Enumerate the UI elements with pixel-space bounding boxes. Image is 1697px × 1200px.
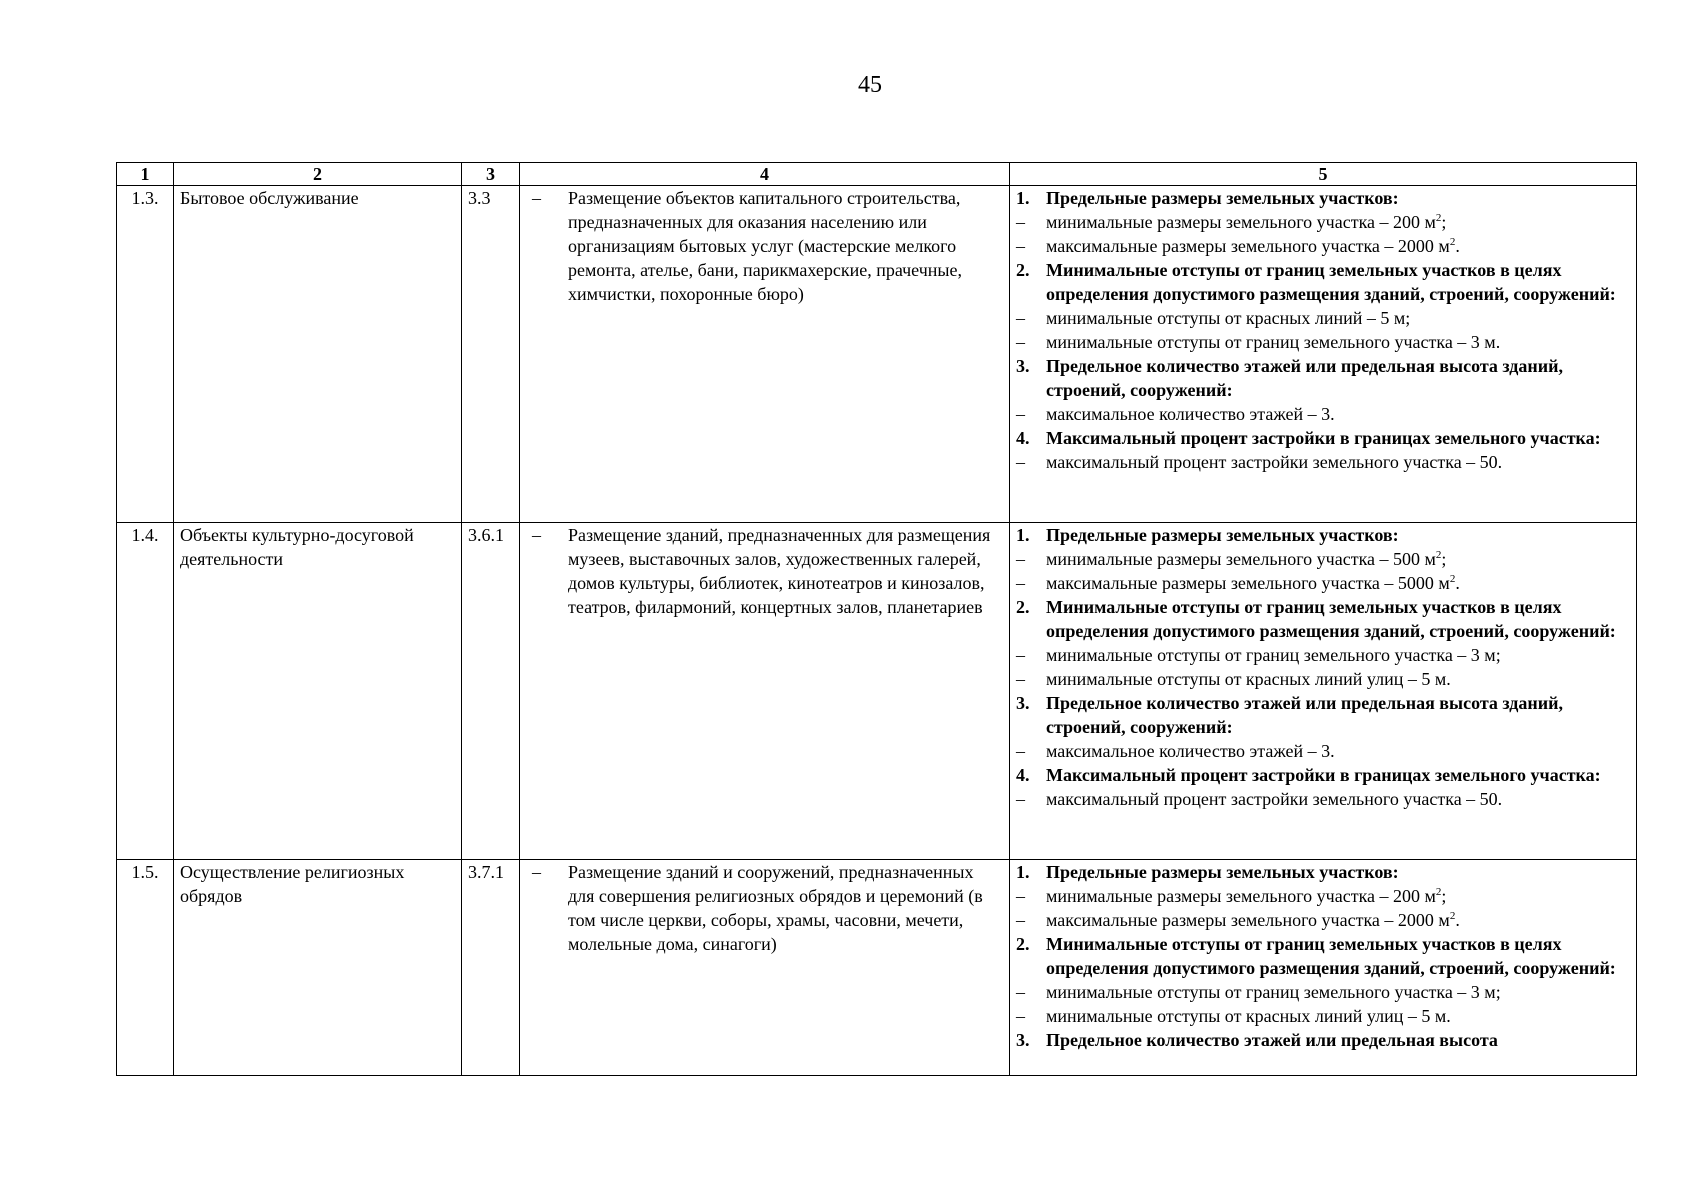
parameter-text: Максимальный процент застройки в границах земельного участка:	[1046, 765, 1601, 785]
parameter-text: минимальные размеры земельного участка – 500 м	[1046, 549, 1436, 569]
parameter-marker: 3.	[1016, 356, 1030, 376]
regulations-table	[116, 162, 1637, 1076]
parameter-text-wrap	[1046, 1028, 1630, 1052]
parameter-item	[1016, 306, 1630, 330]
parameter-tail: .	[1455, 910, 1460, 930]
use-name-cell	[174, 186, 462, 523]
parameter-tail: ;	[1441, 212, 1447, 232]
parameter-marker: 4.	[1016, 428, 1030, 448]
parameter-tail: .	[1455, 573, 1460, 593]
parameter-marker: –	[1016, 332, 1025, 352]
use-name-cell	[174, 523, 462, 860]
parameter-item	[1016, 739, 1630, 763]
parameter-marker: –	[1016, 308, 1025, 328]
parameter-heading	[1016, 354, 1630, 402]
superscript: 2	[1449, 236, 1456, 248]
description-dash: –	[532, 188, 541, 208]
parameter-marker: –	[1016, 452, 1025, 472]
row-number: 1.3.	[131, 188, 159, 208]
parameter-text: Минимальные отступы от границ земельных участков в целях определения допустимого размещения зданий, строений, сооружений:	[1046, 934, 1616, 978]
parameter-text: максимальные размеры земельного участка – 2000 м	[1046, 236, 1450, 256]
parameter-marker: –	[1016, 645, 1025, 665]
parameter-text: Предельное количество этажей или предельная высота	[1046, 1030, 1498, 1050]
parameter-text: максимальное количество этажей – 3.	[1046, 404, 1335, 424]
parameter-marker: –	[1016, 910, 1025, 930]
parameter-item	[1016, 667, 1630, 691]
use-code-cell	[462, 186, 520, 523]
row-number: 1.4.	[131, 525, 159, 545]
superscript: 2	[1435, 212, 1442, 224]
parameter-item	[1016, 450, 1630, 474]
parameter-heading	[1016, 691, 1630, 739]
description-block	[526, 523, 1003, 619]
row-number: 1.5.	[131, 862, 159, 882]
parameter-item	[1016, 884, 1630, 908]
parameter-heading	[1016, 932, 1630, 980]
parameter-text: Максимальный процент застройки в границах земельного участка:	[1046, 428, 1601, 448]
parameter-heading	[1016, 186, 1630, 210]
parameter-marker: 3.	[1016, 693, 1030, 713]
parameter-item	[1016, 980, 1630, 1004]
parameter-heading	[1016, 426, 1630, 450]
page-number: 45	[858, 72, 882, 98]
table-header-row	[117, 163, 1637, 186]
header-cell: 4	[520, 163, 1010, 186]
use-description-cell	[520, 523, 1010, 860]
parameter-marker: 3.	[1016, 1030, 1030, 1050]
parameter-item	[1016, 1004, 1630, 1028]
parameter-text-wrap	[1046, 450, 1630, 474]
parameter-marker: –	[1016, 404, 1025, 424]
parameters-cell	[1010, 860, 1637, 1076]
parameter-text-wrap	[1046, 787, 1630, 811]
use-code: 3.6.1	[468, 525, 504, 545]
use-name: Объекты культурно-досуговой деятельности	[180, 525, 414, 569]
parameter-heading	[1016, 860, 1630, 884]
parameter-item	[1016, 402, 1630, 426]
use-name-cell	[174, 860, 462, 1076]
parameter-item	[1016, 643, 1630, 667]
parameter-text: максимальное количество этажей – 3.	[1046, 741, 1335, 761]
parameter-heading	[1016, 1028, 1630, 1052]
parameter-text-wrap	[1046, 186, 1630, 210]
parameter-text: минимальные отступы от границ земельного участка – 3 м;	[1046, 982, 1501, 1002]
parameter-text: Предельное количество этажей или предельная высота зданий, строений, сооружений:	[1046, 356, 1564, 400]
header-cell: 2	[174, 163, 462, 186]
parameter-item	[1016, 908, 1630, 932]
description-dash: –	[532, 525, 541, 545]
parameter-marker: 2.	[1016, 260, 1030, 280]
parameter-text-wrap	[1046, 691, 1630, 739]
use-code: 3.3	[468, 188, 491, 208]
row-number-cell	[117, 860, 174, 1076]
parameter-text-wrap	[1046, 763, 1630, 787]
parameter-text-wrap	[1046, 739, 1630, 763]
parameter-text-wrap	[1046, 908, 1630, 932]
header-cell: 5	[1010, 163, 1637, 186]
use-code: 3.7.1	[468, 862, 504, 882]
parameters-cell	[1010, 523, 1637, 860]
parameter-heading	[1016, 258, 1630, 306]
parameter-marker: 2.	[1016, 934, 1030, 954]
use-code-cell	[462, 860, 520, 1076]
parameter-marker: 1.	[1016, 188, 1030, 208]
parameter-tail: ;	[1441, 549, 1447, 569]
parameter-text: Предельные размеры земельных участков:	[1046, 862, 1399, 882]
table-row	[117, 860, 1637, 1076]
use-description-cell	[520, 186, 1010, 523]
description-block	[526, 860, 1003, 956]
parameter-marker: –	[1016, 573, 1025, 593]
parameter-tail: .	[1455, 236, 1460, 256]
parameter-text-wrap	[1046, 234, 1630, 258]
parameter-text: минимальные размеры земельного участка – 200 м	[1046, 886, 1436, 906]
parameter-item	[1016, 571, 1630, 595]
superscript: 2	[1435, 886, 1442, 898]
parameter-text: минимальные отступы от границ земельного участка – 3 м;	[1046, 645, 1501, 665]
parameter-marker: 4.	[1016, 765, 1030, 785]
parameter-text-wrap	[1046, 354, 1630, 402]
parameter-text-wrap	[1046, 426, 1630, 450]
row-number-cell	[117, 186, 174, 523]
parameter-text: минимальные отступы от границ земельного участка – 3 м.	[1046, 332, 1501, 352]
parameter-text-wrap	[1046, 210, 1630, 234]
superscript: 2	[1449, 910, 1456, 922]
parameter-text-wrap	[1046, 547, 1630, 571]
description-text: Размещение зданий, предназначенных для размещения музеев, выставочных залов, художественных галерей, домов культуры, библиотек, кинотеатров и кинозалов, театров, филармоний, концертных залов, планетариев	[568, 525, 991, 617]
parameter-marker: –	[1016, 1006, 1025, 1026]
parameter-text-wrap	[1046, 306, 1630, 330]
parameter-marker: –	[1016, 741, 1025, 761]
parameter-marker: –	[1016, 789, 1025, 809]
parameter-heading	[1016, 763, 1630, 787]
parameter-tail: ;	[1441, 886, 1447, 906]
parameter-marker: –	[1016, 236, 1025, 256]
parameter-item	[1016, 330, 1630, 354]
parameter-text: минимальные отступы от красных линий – 5 м;	[1046, 308, 1411, 328]
row-number-cell	[117, 523, 174, 860]
parameter-text: максимальные размеры земельного участка – 5000 м	[1046, 573, 1450, 593]
parameter-marker: 2.	[1016, 597, 1030, 617]
parameter-marker: 1.	[1016, 862, 1030, 882]
table-row	[117, 186, 1637, 523]
parameter-heading	[1016, 523, 1630, 547]
use-code-cell	[462, 523, 520, 860]
superscript: 2	[1435, 549, 1442, 561]
parameters-cell	[1010, 186, 1637, 523]
superscript: 2	[1449, 573, 1456, 585]
description-text: Размещение объектов капитального строительства, предназначенных для оказания населению или организациям бытовых услуг (мастерские мелкого ремонта, ателье, бани, парикмахерские, прачечные, химчистки, похоронные бюро)	[568, 188, 962, 304]
parameter-text-wrap	[1046, 402, 1630, 426]
parameter-marker: –	[1016, 886, 1025, 906]
parameter-text: Предельные размеры земельных участков:	[1046, 188, 1399, 208]
parameter-text: минимальные размеры земельного участка – 200 м	[1046, 212, 1436, 232]
parameter-text: максимальный процент застройки земельного участка – 50.	[1046, 789, 1503, 809]
parameter-text: максимальный процент застройки земельного участка – 50.	[1046, 452, 1503, 472]
parameter-item	[1016, 234, 1630, 258]
parameter-text-wrap	[1046, 932, 1630, 980]
parameter-text-wrap	[1046, 980, 1630, 1004]
parameter-text-wrap	[1046, 643, 1630, 667]
parameter-text-wrap	[1046, 860, 1630, 884]
parameter-text: Предельные размеры земельных участков:	[1046, 525, 1399, 545]
parameter-text: Минимальные отступы от границ земельных участков в целях определения допустимого размещения зданий, строений, сооружений:	[1046, 597, 1616, 641]
header-cell: 1	[117, 163, 174, 186]
description-text: Размещение зданий и сооружений, предназначенных для совершения религиозных обрядов и церемоний (в том числе церкви, соборы, храмы, часовни, мечети, молельные дома, синагоги)	[568, 862, 983, 954]
parameter-marker: 1.	[1016, 525, 1030, 545]
parameter-item	[1016, 210, 1630, 234]
parameter-marker: –	[1016, 549, 1025, 569]
parameter-text: максимальные размеры земельного участка – 2000 м	[1046, 910, 1450, 930]
parameter-marker: –	[1016, 669, 1025, 689]
header-cell: 3	[462, 163, 520, 186]
parameter-marker: –	[1016, 982, 1025, 1002]
parameter-text-wrap	[1046, 884, 1630, 908]
table-row	[117, 523, 1637, 860]
parameter-text-wrap	[1046, 667, 1630, 691]
description-block	[526, 186, 1003, 306]
parameter-text-wrap	[1046, 258, 1630, 306]
parameter-text: Минимальные отступы от границ земельных участков в целях определения допустимого размещения зданий, строений, сооружений:	[1046, 260, 1616, 304]
parameter-marker: –	[1016, 212, 1025, 232]
parameter-text-wrap	[1046, 1004, 1630, 1028]
parameter-text: Предельное количество этажей или предельная высота зданий, строений, сооружений:	[1046, 693, 1564, 737]
parameter-heading	[1016, 595, 1630, 643]
parameter-text-wrap	[1046, 523, 1630, 547]
parameter-item	[1016, 547, 1630, 571]
parameter-text: минимальные отступы от красных линий улиц – 5 м.	[1046, 669, 1451, 689]
parameter-text-wrap	[1046, 330, 1630, 354]
parameter-text-wrap	[1046, 595, 1630, 643]
parameter-text-wrap	[1046, 571, 1630, 595]
use-name: Бытовое обслуживание	[180, 188, 359, 208]
table-body	[117, 186, 1637, 1076]
parameter-item	[1016, 787, 1630, 811]
use-description-cell	[520, 860, 1010, 1076]
parameter-text: минимальные отступы от красных линий улиц – 5 м.	[1046, 1006, 1451, 1026]
use-name: Осуществление религиозных обрядов	[180, 862, 405, 906]
description-dash: –	[532, 862, 541, 882]
